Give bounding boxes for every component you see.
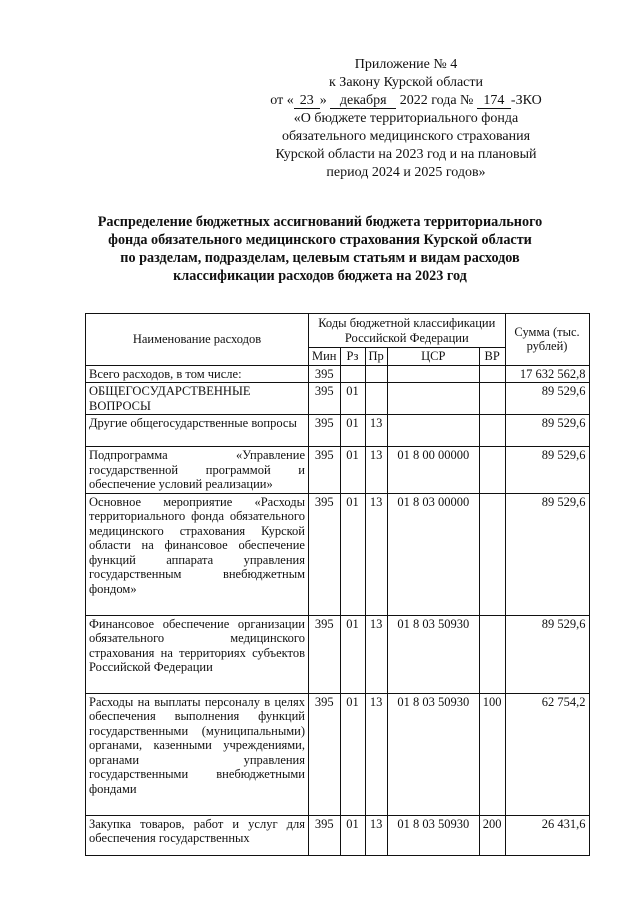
table-row [86,415,590,447]
row-rz: 01 [340,447,365,494]
row-min: 395 [309,383,341,415]
header-csr: ЦСР [387,348,479,366]
table-row [86,365,590,383]
row-csr: 01 8 03 50930 [387,615,479,693]
title-line: Распределение бюджетных ассигнований бюджета территориального [97,214,543,230]
appendix-law-ref: к Закону Курской области [329,75,483,90]
row-csr: 01 8 00 00000 [387,447,479,494]
row-vr: 100 [479,693,505,815]
appendix-law-title-3: Курской области на 2023 год и на плановый [275,147,537,162]
row-sum: 89 529,6 [505,493,589,615]
row-min: 395 [309,693,341,815]
appendix-number: Приложение № 4 [354,57,458,72]
row-name: Основное мероприятие «Расходы территориального фонда обязательного медицинского страхования Курской области на финансовое обеспечение функций аппарата управления государственным внебюджетным фондом» [86,493,309,615]
appendix-law-title-4: период 2024 и 2025 годов» [326,165,486,180]
row-rz: 01 [340,415,365,447]
row-sum: 26 431,6 [505,815,589,855]
row-pr: 13 [365,415,387,447]
row-sum: 89 529,6 [505,615,589,693]
row-min: 395 [309,815,341,855]
row-vr [479,415,505,447]
row-rz: 01 [340,693,365,815]
row-name: Другие общегосударственные вопросы [86,415,309,447]
header-pr: Пр [365,348,387,366]
date-quote-close: » [319,93,327,108]
row-min: 395 [309,447,341,494]
table-row [86,447,590,494]
row-sum: 17 632 562,8 [505,365,589,383]
row-min: 395 [309,415,341,447]
row-sum: 89 529,6 [505,383,589,415]
title-line: классификации расходов бюджета на 2023 год [173,268,467,284]
row-name: Всего расходов, в том числе: [86,365,309,383]
header-vr: ВР [479,348,505,366]
title-line: фонда обязательного медицинского страхования Курской области [108,232,532,248]
row-pr [365,365,387,383]
row-name: ОБЩЕГОСУДАРСТВЕННЫЕ ВОПРОСЫ [86,383,309,415]
row-min: 395 [309,615,341,693]
header-min: Мин [309,348,341,366]
row-name: Подпрограмма «Управление государственной программой и обеспечение условий реализации» [86,447,309,494]
row-min: 395 [309,493,341,615]
date-year: 2022 года № [399,93,474,108]
header-rz: Рз [340,348,365,366]
header-sum: Сумма (тыс. рублей) [505,314,589,366]
row-vr [479,447,505,494]
row-sum: 89 529,6 [505,447,589,494]
row-vr: 200 [479,815,505,855]
row-pr: 13 [365,815,387,855]
table-row [86,815,590,855]
law-number: 174 [477,94,511,109]
row-csr [387,365,479,383]
row-rz: 01 [340,493,365,615]
header-name: Наименование расходов [86,314,309,366]
row-pr: 13 [365,693,387,815]
row-rz: 01 [340,383,365,415]
row-vr [479,615,505,693]
appendix-header [236,56,576,182]
row-vr [479,365,505,383]
table-row [86,383,590,415]
appendix-date-line [236,92,576,110]
date-day: 23 [294,94,320,109]
law-number-suffix: -ЗКО [510,93,542,108]
row-rz [340,365,365,383]
date-prefix: от « [270,93,294,108]
header-codes: Коды бюджетной классификации Российской Федерации [309,314,506,348]
table-row [86,693,590,815]
row-vr [479,493,505,615]
table-row [86,615,590,693]
row-vr [479,383,505,415]
row-csr [387,383,479,415]
appendix-law-title-1: «О бюджете территориального фонда [293,111,519,126]
row-pr [365,383,387,415]
appendix-law-title-2: обязательного медицинского страхования [281,129,531,144]
row-sum: 89 529,6 [505,415,589,447]
date-month: декабря [330,94,396,109]
document-title [90,213,550,285]
title-line: по разделам, подразделам, целевым статьям и видам расходов [120,250,520,266]
row-csr: 01 8 03 50930 [387,815,479,855]
row-csr: 01 8 03 00000 [387,493,479,615]
row-rz: 01 [340,815,365,855]
row-csr: 01 8 03 50930 [387,693,479,815]
row-csr [387,415,479,447]
row-sum: 62 754,2 [505,693,589,815]
row-rz: 01 [340,615,365,693]
budget-table [85,313,590,856]
row-pr: 13 [365,615,387,693]
row-name: Финансовое обеспечение организации обязательного медицинского страхования на территориях субъектов Российской Федерации [86,615,309,693]
row-pr: 13 [365,447,387,494]
table-row [86,493,590,615]
row-name: Закупка товаров, работ и услуг для обеспечения государственных [86,815,309,855]
row-min: 395 [309,365,341,383]
row-name: Расходы на выплаты персоналу в целях обеспечения выполнения функций государственными (муниципальными) органами, казенными учреждениями, органами управления государственными внебюджетными фондами [86,693,309,815]
row-pr: 13 [365,493,387,615]
